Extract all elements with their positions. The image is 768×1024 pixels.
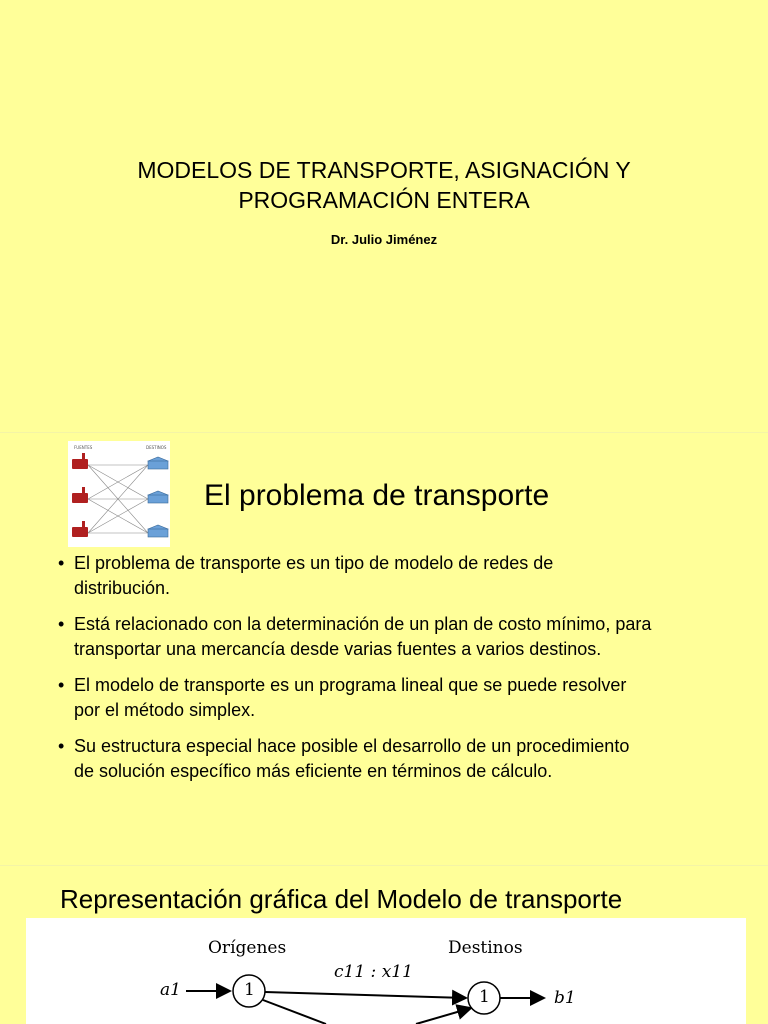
bullet-dot-icon: • <box>58 736 65 756</box>
slide-title: El problema de transporte <box>204 479 550 512</box>
origins-label: Orígenes <box>208 938 287 958</box>
thumb-label-destinations: DESTINOS <box>146 445 167 450</box>
bullet-list <box>58 551 748 795</box>
bullet-item: • Su estructura especial hace posible el desarrollo de un procedimiento de solución específico más eficiente en términos de cálculo. <box>58 736 630 781</box>
thumb-label-sources: FUENTES <box>74 445 93 450</box>
bullet-dot-icon: • <box>58 675 65 695</box>
supply-label: a1 <box>160 980 181 1000</box>
title-line-1: MODELOS DE TRANSPORTE, ASIGNACIÓN Y <box>137 157 631 183</box>
bullet-item: • El modelo de transporte es un programa lineal que se puede resolver por el método simplex. <box>58 675 627 720</box>
bullet-dot-icon: • <box>58 614 65 634</box>
origin-node-label: 1 <box>244 980 255 1000</box>
slide-title: Representación gráfica del Modelo de transporte <box>60 884 623 914</box>
title-line-2: PROGRAMACIÓN ENTERA <box>238 187 530 213</box>
transport-problem-slide <box>0 433 768 865</box>
bullet-dot-icon: • <box>58 553 65 573</box>
presentation-title <box>0 155 768 215</box>
bullet-item: • El problema de transporte es un tipo de modelo de redes de distribución. <box>58 553 554 598</box>
transport-network-diagram <box>26 918 746 1024</box>
title-slide <box>0 0 768 432</box>
transport-network-thumbnail <box>68 441 170 547</box>
bullet-item: • Está relacionado con la determinación de un plan de costo mínimo, para transportar una mercancía desde varias fuentes a varios destinos. <box>58 614 652 659</box>
arc-label: c11 : x11 <box>334 962 413 982</box>
author-name: Dr. Julio Jiménez <box>330 232 438 247</box>
graphic-representation-slide <box>0 866 768 1024</box>
destinations-label: Destinos <box>448 938 523 958</box>
demand-label: b1 <box>554 988 576 1008</box>
destination-node-label: 1 <box>479 987 490 1007</box>
